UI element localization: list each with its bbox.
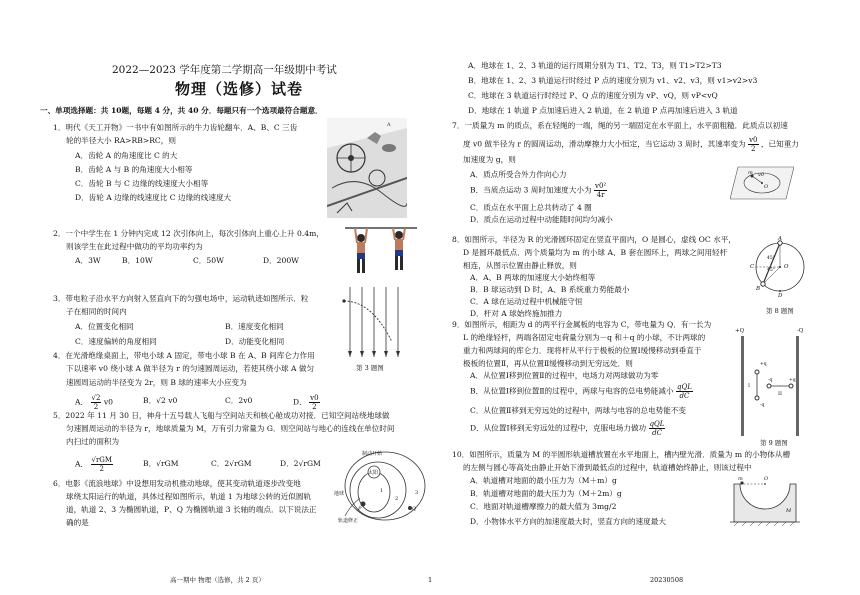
q9-fig-label-plus-q: +Q (735, 328, 745, 334)
q2-option-c: C．50W (193, 256, 224, 265)
q3-option-c: C．速度偏转的角度相同 (75, 337, 157, 346)
q5-option-a: A． √rGM 2 (75, 456, 113, 473)
q8-stem-line2: D 是圆环最低点．两个质量均为 m 的小球 A、B 套在圆环上，两球之间用轻杆 (463, 248, 728, 257)
q10-fig-label-big-m: M (786, 508, 792, 514)
q1-stem-line2: 轮的半径大小 RA>RB>RC，则 (66, 136, 176, 145)
q8-fig-angle-1: 45° (767, 256, 775, 261)
footer-left: 高一期中 物理（选修，共 2 页） (170, 576, 265, 584)
q5-option-b: B．√rGM (143, 459, 179, 468)
q7-b-denominator: 4r (596, 191, 605, 199)
q1-waterwheel-illustration (327, 118, 407, 218)
q2-option-b: B．10W (122, 256, 153, 265)
q6-stem-line3: 道，轨道 2、3 为椭圆轨道，P、Q 为椭圆轨道 3 长轴的端点．以下说法正 (66, 505, 317, 514)
q6-fig-label-sun: 太阳 (368, 470, 379, 476)
q7-option-c: C．质点在水平面上总共转动了 4 圈 (470, 203, 592, 212)
q7-v-denominator: 2 (751, 145, 756, 153)
q9-b-denominator: dC (679, 392, 690, 400)
svg-text:A: A (387, 122, 391, 128)
q9-stem-line1: 9．如图所示，相距为 d 的两平行金属板的电容为 C，带电量为 Q．有一长为 (452, 320, 712, 329)
q7-option-d: D．质点在运动过程中动能随时间均匀减小 (470, 215, 613, 224)
q8-fig-label-b: B (756, 286, 761, 292)
q3-option-d: D．动能变化相同 (225, 337, 285, 346)
q7-option-a: A．质点所受合外力作向心力 (470, 170, 567, 179)
q6-option-b: B．地球在 1、2、3 轨道运行时经过 P 点的速度分别为 v1、v2、v3，则 v1>v2>v3 (468, 76, 758, 85)
q9-option-b: B．从位置Ⅰ移到位置Ⅱ的过程中，两球与电容的总电势能减小 qQL dC (470, 383, 692, 400)
q6-fig-label-q: Q (412, 506, 417, 512)
q6-stem-line4: 确的是 (66, 518, 89, 527)
q7-stem-line1: 7．一质量为 m 的质点，系在轻绳的一端，绳的另一端固定在水平面上，水平面粗糙．此质点以初速 (452, 121, 788, 130)
q8-stem-line3: 相连，从图示位置由静止释放，则 (463, 261, 577, 270)
q1-option-a: A．齿轮 A 的角速度比 C 的大 (75, 151, 178, 160)
q6-fig-label-earth: 地球 (334, 491, 345, 497)
q4-option-d: D． $\frac{v0}{2}$ (293, 394, 319, 411)
q5-stem-line2: 匀速圆周运动的半径为 r，地球质量为 M，万有引力常量为 G．则空间站与地心的连线在单位时间 (66, 424, 395, 433)
section1-heading: 一、单项选择题：共 10题，每题 4 分，共 40 分．每题只有一个选项最符合题意． (40, 106, 323, 115)
q8-option-b: B．B 球运动到 D 时，A、B 系统重力势能最小 (470, 285, 630, 294)
q10-option-d: D．小物体水平方向的加速度最大时，竖直方向的速度最大 (470, 517, 666, 526)
q9-figure-caption: 第 9 题图 (760, 439, 788, 447)
q2-option-d: D．200W (263, 256, 299, 265)
q7-fig-label-m: m (748, 170, 753, 176)
q6-fig-label-brake: 制动开始 (362, 451, 383, 457)
q2-option-a: A．3W (75, 256, 101, 265)
q4-d-numerator: v0 (310, 394, 319, 402)
q9-stem-line4: 极板的位置Ⅱ，再从位置Ⅱ缓慢移动到无穷远处．则 (463, 359, 633, 368)
q1-stem-line1: 1．明代《天工开物》一书中有如图所示的牛力齿轮翻车．A、B、C 三齿 (53, 123, 298, 132)
q7-option-b: B．当质点运动 3 周时加速度大小为 $\frac{\text{v0²}}{4r}$ (470, 182, 607, 199)
q5-stem-line3: 内扫过的面积为 (66, 437, 120, 446)
q4-option-c: C．2v0 (225, 396, 253, 405)
q4-stem-line1: 4．在光滑绝缘桌面上，带电小球 A 固定，带电小球 B 在 A、B 间库仑力作用 (53, 351, 315, 360)
q8-fig-label-a: A (778, 236, 782, 242)
q7-fig-label-o: O (764, 184, 769, 190)
q2-stem-line1: 2．一个中学生在 1 分钟内完成 12 次引体向上，每次引体向上重心上升 0.4m， (53, 229, 324, 238)
q7-b-numerator: v0² (594, 182, 607, 190)
q6-fig-label-p: P (358, 506, 362, 512)
q4-option-b: B．√2 v0 (143, 396, 178, 405)
footer-code: 20230508 (650, 576, 684, 584)
q9-fig-label-minus-q: -Q (797, 328, 804, 334)
q9-fig-label-position-ii: II (778, 391, 782, 397)
q9-option-d: D．从位置Ⅰ移到无穷远处的过程中，克服电场力做功 qQL dC (470, 420, 665, 437)
q5-option-c: C．2√rGM (211, 459, 252, 468)
q8-figure-caption: 第 8 题图 (766, 307, 794, 315)
q5-option-d: D．2√rGM (280, 459, 321, 468)
q9-fig-label-pq-1: +q (760, 362, 767, 367)
q9-fig-label-position-i: I (748, 383, 750, 389)
q9-fig-label-mq-2: -q (768, 378, 773, 383)
q6-orbit-figure (330, 446, 430, 526)
q2-stem-line2: 则该学生在此过程中做功的平均功率约为 (66, 242, 203, 251)
q4-a-denominator: 2 (93, 403, 99, 411)
exam-title: 2022—2023 学年度第二学期高一年级期中考试 (112, 64, 337, 76)
q10-fig-label-m: m (738, 476, 743, 482)
q10-stem-line2: 的左侧与圆心等高处由静止开始下滑到最低点的过程中，轨道槽始终静止，则该过程中 (463, 463, 752, 472)
q6-fig-label-2: 2 (395, 496, 399, 502)
q8-option-a: A．A、B 两球的加速度大小始终相等 (470, 273, 596, 282)
q4-a-numerator: √2 (91, 394, 101, 402)
q5-stem-line1: 5．2022 年 11 月 30 日，神舟十五号载人飞船与空间站天和核心舱成功对接．已知空间站绕地球做 (53, 411, 390, 420)
q4-stem-line2: 下以速率 v0 绕小球 A 做半径为 r 的匀速圆周运动，若使其绕小球 A 做匀 (66, 364, 315, 373)
q8-fig-label-d: D (778, 293, 783, 299)
subject-title: 物理（选修）试卷 (175, 80, 304, 98)
q5-a-denominator: 2 (99, 465, 105, 473)
q6-option-d: D．地球在 1 轨道 P 点加速后进入 2 轨道，在 2 轨道 P 点再加速后进入 3 轨道 (468, 106, 738, 115)
q4-stem-line3: 速圆周运动的半径变为 2r，则 B 球的速率大小应变为 (66, 378, 247, 387)
q8-option-c: C．A 球在运动过程中机械能守恒 (470, 297, 583, 306)
footer-page-number: 1 (428, 576, 433, 584)
q7-stem-line3: 加速度为 g，则 (463, 155, 516, 164)
q9-d-numerator: qQL (649, 420, 665, 428)
q9-fig-label-mq-1: -q (760, 403, 765, 408)
q8-fig-label-c: C (750, 264, 755, 270)
q8-option-d: D．杆对 A 球始终施加推力 (470, 309, 563, 318)
q9-option-c: C．从位置Ⅱ移到无穷远处的过程中，两球与电容的总电势能不变 (470, 406, 686, 415)
q7-fig-label-v: v0 (758, 172, 765, 178)
q1-option-c: C．齿轮 B 与 C 边缘的线速度大小相等 (75, 179, 209, 188)
q9-d-denominator: dC (652, 429, 662, 437)
q3-option-b: B．速度变化相同 (225, 322, 284, 331)
q2-pullup-figure (345, 225, 417, 277)
q9-option-a: A．从位置Ⅰ移到位置Ⅱ的过程中，电场力对两球做功为零 (470, 371, 659, 380)
q6-fig-label-3: 3 (415, 490, 419, 496)
q10-fig-label-o: O (764, 476, 769, 482)
q5-a-numerator: √rGM (91, 456, 113, 464)
q3-option-a: A．位置变化相同 (75, 322, 134, 331)
q10-option-c: C．地面对轨道槽摩擦力的最大值为 3mg/2 (470, 502, 617, 511)
q7-circular-motion-figure (730, 163, 794, 203)
q10-stem-line1: 10．如图所示，质量为 M 的半圆形轨道槽放置在水平地面上，槽内壁光滑．质量为 m 的小物体从槽 (452, 450, 791, 459)
q7-stem-line2: 度 v0 做半径为 r 的圆周运动，滑动摩擦力大小恒定，当它运动 3 周时，其速率变为 $\frac{v0}{2}$ ，已知重力 (463, 136, 799, 153)
q1-option-b: B．齿轮 A 与 B 的角速度大小相等 (75, 165, 193, 174)
q9-b-numerator: qQL (677, 383, 692, 391)
q10-half-pipe-figure (730, 478, 800, 528)
q6-fig-label-1: 1 (380, 488, 384, 494)
q6-fig-label-fix: 轨道修正 (338, 518, 359, 524)
q3-stem-line2: 子在相同的时间内 (66, 307, 127, 316)
q9-fig-label-pq-2: +q (789, 378, 796, 383)
q10-option-a: A．轨道槽对地面的最小压力为（M＋m）g (470, 476, 617, 485)
q8-stem-line1: 8．如图所示，半径为 R 的光滑圆环固定在竖直平面内，O 是圆心，虚线 OC 水平， (452, 235, 736, 244)
q9-capacitor-figure (735, 330, 805, 438)
q8-fig-angle-2: 45° (767, 268, 775, 273)
q6-stem-line2: 球绕太阳运行的轨道，具体过程如图所示，轨道 1 为地球公转的近似圆轨 (66, 492, 312, 501)
q6-stem-line1: 6．电影《流浪地球》中设想用发动机推动地球，使其变动轨道逐步改变地 (53, 479, 301, 488)
q3-stem-line1: 3．带电粒子沿水平方向射入竖直向下的匀强电场中，运动轨迹如图所示．粒 (53, 294, 309, 303)
q6-option-a: A．地球在 1、2、3 轨道的运行周期分别为 T1、T2、T3，则 T1>T2>T3 (468, 61, 722, 70)
q9-stem-line3: 重力和两球间的库仑力．现将杆从平行于极板的位置Ⅰ缓慢移动到垂直于 (463, 346, 702, 355)
q3-electric-field-figure (342, 287, 404, 359)
q3-figure-caption: 第 3 题图 (356, 364, 384, 372)
q9-stem-line2: L 的绝缘轻杆，两端各固定电荷量分别为－q 和＋q 的小球，不计两球的 (463, 333, 706, 342)
q4-option-a: A． $\frac{√2}{2}$ v0 (75, 394, 113, 411)
q4-d-denominator: 2 (312, 403, 317, 411)
q7-v-numerator: v0 (749, 136, 758, 144)
q1-option-d: D．齿轮 A 边缘的线速度比 C 边缘的线速度大 (75, 193, 232, 202)
q10-option-b: B．轨道槽对地面的最大压力为（M＋2m）g (470, 489, 622, 498)
q6-option-c: C．地球在 3 轨道运行时经过 P、Q 点的速度分别为 vP、vQ，则 vP<vQ (468, 91, 718, 100)
q8-fig-label-o: O (784, 264, 789, 270)
